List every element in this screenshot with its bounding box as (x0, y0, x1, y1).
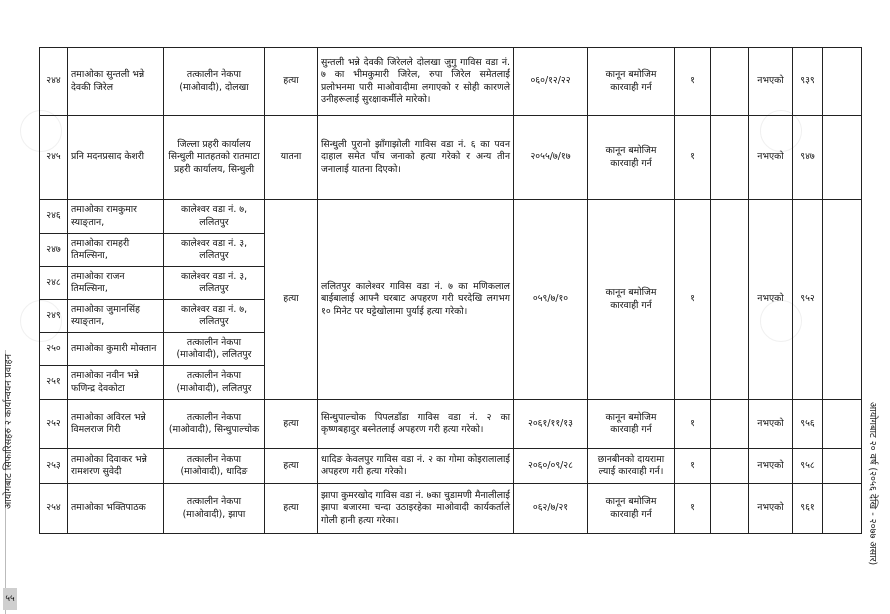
serial-number: २५० (40, 333, 68, 366)
serial-number: २४७ (40, 234, 68, 267)
table-row (40, 400, 862, 449)
perpetrator-affiliation: तत्कालीन नेकपा (माओवादी), ललितपुर (164, 366, 265, 400)
empty-cell (711, 484, 749, 534)
violation-type: हत्या (265, 48, 318, 116)
perpetrator-affiliation: तत्कालीन नेकपा (माओवादी), ललितपुर (164, 333, 265, 366)
empty-cell (711, 48, 749, 116)
case-id: ९३९ (793, 48, 823, 116)
case-description: सुन्तली भन्ने देवकी जिरेलले दोलखा जुगु गाविस वडा नं. ७ का भीमकुमारी जिरेल, रुपा जिरेल समेतलाई प्रलोभनमा पारी माओवादीमा लगाएको र सोही कारणले उनीहरूलाई सुरक्षाकर्मीले मारेको। (318, 48, 514, 116)
case-description: धादिङ केवलपुर गाविस वडा नं. २ का गोमा कोइरालालाई अपहरण गरी हत्या गरेको। (318, 449, 514, 484)
accused-name: तमाओका राजन तिमल्सिना, (68, 267, 164, 300)
violation-type: हत्या (265, 484, 318, 534)
records-table (39, 47, 862, 534)
implementation-status: नभएको (749, 400, 793, 449)
perpetrator-affiliation: जिल्ला प्रहरी कार्यालय सिन्धुली मातहतको रातमाटा प्रहरी कार्यालय, सिन्धुली (164, 116, 265, 200)
serial-number: २४९ (40, 300, 68, 333)
recommendation: कानून बमोजिम कारवाही गर्न (588, 400, 675, 449)
count: १ (675, 449, 711, 484)
decision-date: ०५९/७/१० (514, 200, 588, 400)
recommendation: कानून बमोजिम कारवाही गर्न (588, 48, 675, 116)
serial-number: २४८ (40, 267, 68, 300)
accused-name: तमाओका दिवाकर भन्ने रामशरण सुवेदी (68, 449, 164, 484)
empty-cell (823, 449, 862, 484)
perpetrator-affiliation: तत्कालीन नेकपा (माओवादी), दोलखा (164, 48, 265, 116)
accused-name: प्रनि मदनप्रसाद केशरी (68, 116, 164, 200)
violation-type: यातना (265, 116, 318, 200)
accused-name: तमाओका भक्तिपाठक (68, 484, 164, 534)
accused-name: तमाओका नवीन भन्ने फणिन्द्र देवकोटा (68, 366, 164, 400)
case-id: ९५८ (793, 449, 823, 484)
case-description: ललितपुर कालेश्वर गाविस वडा नं. ७ का मणिकलाल बाईबालाई आफ्नै घरबाट अपहरण गरी घरदेखि लगभग १० मिनेट पर घट्टेखोलामा पुर्याई हत्या गरेको। (318, 200, 514, 400)
left-margin-running-header (0, 350, 26, 614)
violation-type: हत्या (265, 200, 318, 400)
table-row (40, 48, 862, 116)
decision-date: २०६०/०९/२८ (514, 449, 588, 484)
empty-cell (711, 116, 749, 200)
empty-cell (823, 484, 862, 534)
accused-name: तमाओका जुमानसिंह स्याङ्तान, (68, 300, 164, 333)
accused-name: तमाओका रामकुमार स्याङ्तान, (68, 200, 164, 234)
table-row (40, 200, 862, 234)
recommendation: कानून बमोजिम कारवाही गर्न (588, 200, 675, 400)
perpetrator-affiliation: तत्कालीन नेकपा (माओवादी), सिन्धुपाल्चोक (164, 400, 265, 449)
serial-number: २४४ (40, 48, 68, 116)
table-row (40, 116, 862, 200)
decision-date: २०५५/७/१७ (514, 116, 588, 200)
violation-type: हत्या (265, 449, 318, 484)
decision-date: २०६१/११/१३ (514, 400, 588, 449)
implementation-status: नभएको (749, 116, 793, 200)
perpetrator-affiliation: कालेश्वर वडा नं. ७, ललितपुर (164, 200, 265, 234)
table-row (40, 449, 862, 484)
case-id: ९५२ (793, 200, 823, 400)
accused-name: तमाओका कुमारी मोक्तान (68, 333, 164, 366)
decision-date: ०६०/१२/२२ (514, 48, 588, 116)
serial-number: २५२ (40, 400, 68, 449)
perpetrator-affiliation: तत्कालीन नेकपा (माओवादी), धादिङ (164, 449, 265, 484)
count: १ (675, 48, 711, 116)
accused-name: तमाओका रामहरी तिमल्सिना, (68, 234, 164, 267)
serial-number: २५४ (40, 484, 68, 534)
running-header-text: आयोगबाट २० वर्ष (२०५६ देखि - २०७७ असार) (867, 402, 878, 566)
empty-cell (711, 449, 749, 484)
recommendation: कानून बमोजिम कारवाही गर्न (588, 484, 675, 534)
recommendation: कानून बमोजिम कारवाही गर्न (588, 116, 675, 200)
empty-cell (823, 400, 862, 449)
empty-cell (711, 200, 749, 400)
count: १ (675, 400, 711, 449)
serial-number: २५३ (40, 449, 68, 484)
serial-number: २४५ (40, 116, 68, 200)
serial-number: २५१ (40, 366, 68, 400)
case-description: सिन्धुली पुरानो झाँगाझोली गाविस वडा नं. ६ का पवन दाहाल समेत पाँच जनाको हत्या गरेको र अन्य तीन जनालाई यातना दिएको। (318, 116, 514, 200)
right-margin-running-header (866, 402, 886, 612)
case-id: ९६१ (793, 484, 823, 534)
implementation-status: नभएको (749, 484, 793, 534)
running-header-text: आयोगबाट सिफारिसहरु २ कार्यान्वयन प्रवाहन (3, 354, 14, 509)
perpetrator-affiliation: कालेश्वर वडा नं. ७, ललितपुर (164, 300, 265, 333)
accused-name: तमाओका सुन्तली भन्ने देवकी जिरेल (68, 48, 164, 116)
empty-cell (823, 48, 862, 116)
perpetrator-affiliation: कालेश्वर वडा नं. ३, ललितपुर (164, 267, 265, 300)
implementation-status: नभएको (749, 200, 793, 400)
decision-date: ०६२/७/२१ (514, 484, 588, 534)
case-description: झापा कुमरखोद गाविस वडा नं. ७का चुडामणी मैनालीलाई झापा बजारमा चन्दा उठाइरहेका माओवादी कार्यकर्ताले गोली हानी हत्या गरेका। (318, 484, 514, 534)
page-number: ५५ (3, 588, 17, 610)
empty-cell (823, 116, 862, 200)
count: १ (675, 116, 711, 200)
implementation-status: नभएको (749, 48, 793, 116)
case-id: ९४७ (793, 116, 823, 200)
case-description: सिन्धुपाल्चोक पिपलडाँडा गाविस वडा नं. २ का कृष्णबहादुर बस्नेतलाई अपहरण गरी हत्या गरेको। (318, 400, 514, 449)
implementation-status: नभएको (749, 449, 793, 484)
table-row (40, 484, 862, 534)
accused-name: तमाओका अविरल भन्ने विमलराज गिरी (68, 400, 164, 449)
violation-type: हत्या (265, 400, 318, 449)
serial-number: २४६ (40, 200, 68, 234)
count: १ (675, 484, 711, 534)
case-id: ९५६ (793, 400, 823, 449)
recommendation: छानबीनको दायरामा ल्याई कारवाही गर्न। (588, 449, 675, 484)
count: १ (675, 200, 711, 400)
empty-cell (823, 200, 862, 400)
perpetrator-affiliation: तत्कालीन नेकपा (माओवादी), झापा (164, 484, 265, 534)
empty-cell (711, 400, 749, 449)
perpetrator-affiliation: कालेश्वर वडा नं. ३, ललितपुर (164, 234, 265, 267)
